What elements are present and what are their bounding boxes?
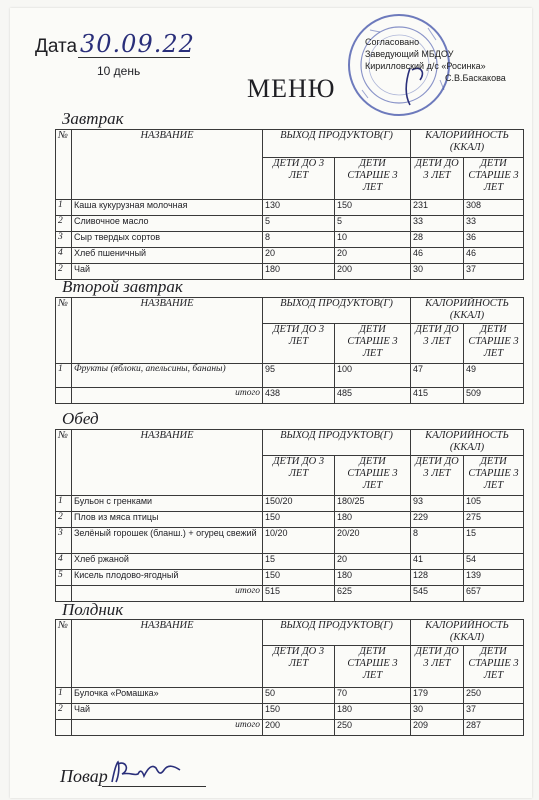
approval-line-4: С.В.Баскакова: [445, 73, 506, 83]
col-output-older: ДЕТИ СТАРШЕ 3 ЛЕТ: [335, 324, 411, 364]
row-num: 1: [56, 496, 72, 512]
dish-name: Сливочное масло: [72, 216, 263, 232]
output-older: 150: [335, 200, 411, 216]
total-cal-young: 209: [411, 720, 464, 736]
date-label: Дата: [35, 36, 78, 57]
lunch-table: [55, 429, 524, 602]
cal-young: 231: [411, 200, 464, 216]
output-older: 180/25: [335, 496, 411, 512]
cook-signature-line: [102, 786, 206, 787]
output-young: 150: [263, 512, 335, 528]
table-row: [56, 232, 524, 248]
output-older: 20/20: [335, 528, 411, 554]
col-num: №: [56, 430, 72, 496]
row-num: 5: [56, 570, 72, 586]
col-name: НАЗВАНИЕ: [72, 620, 263, 688]
approval-line-2: Заведующий МБДОУ: [365, 49, 454, 59]
col-cal-older: ДЕТИ СТАРШЕ 3 ЛЕТ: [464, 324, 524, 364]
cal-young: 179: [411, 688, 464, 704]
dish-name: Фрукты (яблоки, апельсины, бананы): [72, 364, 263, 388]
dish-name: Бульон с гренками: [72, 496, 263, 512]
total-output-older: 625: [335, 586, 411, 602]
table-row: [56, 554, 524, 570]
col-calories: КАЛОРИЙНОСТЬ (ККАЛ): [411, 130, 524, 158]
total-output-older: 250: [335, 720, 411, 736]
output-young: 20: [263, 248, 335, 264]
dish-name: Чай: [72, 264, 263, 280]
total-output-young: 515: [263, 586, 335, 602]
total-cal-older: 657: [464, 586, 524, 602]
cal-young: 46: [411, 248, 464, 264]
cal-young: 30: [411, 704, 464, 720]
row-num: 2: [56, 216, 72, 232]
cal-young: 229: [411, 512, 464, 528]
output-older: 20: [335, 248, 411, 264]
output-older: 5: [335, 216, 411, 232]
col-cal-young: ДЕТИ ДО 3 ЛЕТ: [411, 456, 464, 496]
output-older: 70: [335, 688, 411, 704]
table-row: [56, 248, 524, 264]
total-output-young: 200: [263, 720, 335, 736]
afternoon-snack-table: [55, 619, 524, 736]
cal-older: 275: [464, 512, 524, 528]
approval-block: [365, 36, 506, 84]
table-row: [56, 704, 524, 720]
col-name: НАЗВАНИЕ: [72, 130, 263, 200]
output-young: 150/20: [263, 496, 335, 512]
page-title: МЕНЮ: [247, 74, 336, 103]
table-row: [56, 570, 524, 586]
col-cal-young: ДЕТИ ДО 3 ЛЕТ: [411, 158, 464, 200]
row-num: 3: [56, 528, 72, 554]
output-young: 8: [263, 232, 335, 248]
cal-older: 250: [464, 688, 524, 704]
col-cal-older: ДЕТИ СТАРШЕ 3 ЛЕТ: [464, 456, 524, 496]
cal-young: 93: [411, 496, 464, 512]
output-older: 10: [335, 232, 411, 248]
output-young: 150: [263, 704, 335, 720]
col-output-older: ДЕТИ СТАРШЕ 3 ЛЕТ: [335, 158, 411, 200]
cal-young: 47: [411, 364, 464, 388]
cal-young: 41: [411, 554, 464, 570]
cal-young: 28: [411, 232, 464, 248]
total-row: [56, 586, 524, 602]
total-cal-older: 509: [464, 388, 524, 404]
cal-young: 128: [411, 570, 464, 586]
cal-young: 8: [411, 528, 464, 554]
row-num: 1: [56, 200, 72, 216]
col-cal-older: ДЕТИ СТАРШЕ 3 ЛЕТ: [464, 158, 524, 200]
col-output-older: ДЕТИ СТАРШЕ 3 ЛЕТ: [335, 456, 411, 496]
total-label: итого: [72, 388, 263, 404]
second-breakfast-table: [55, 297, 524, 404]
dish-name: Каша кукурузная молочная: [72, 200, 263, 216]
row-num: 2: [56, 264, 72, 280]
col-output: ВЫХОД ПРОДУКТОВ(Г): [263, 430, 411, 456]
col-output-young: ДЕТИ ДО 3 ЛЕТ: [263, 324, 335, 364]
table-row: [56, 496, 524, 512]
output-older: 20: [335, 554, 411, 570]
dish-name: Плов из мяса птицы: [72, 512, 263, 528]
approval-line-3: Кирилловский д/с «Росинка»: [365, 61, 486, 71]
col-calories: КАЛОРИЙНОСТЬ (ККАЛ): [411, 620, 524, 646]
col-num: №: [56, 130, 72, 200]
output-older: 100: [335, 364, 411, 388]
col-name: НАЗВАНИЕ: [72, 430, 263, 496]
section-title-breakfast: Завтрак: [62, 109, 124, 128]
col-calories: КАЛОРИЙНОСТЬ (ККАЛ): [411, 298, 524, 324]
output-older: 180: [335, 570, 411, 586]
row-num: 2: [56, 704, 72, 720]
cal-older: 36: [464, 232, 524, 248]
total-cal-older: 287: [464, 720, 524, 736]
cook-signature-icon: [108, 758, 188, 786]
output-young: 5: [263, 216, 335, 232]
output-young: 10/20: [263, 528, 335, 554]
row-num: 2: [56, 512, 72, 528]
approval-line-1: Согласовано: [365, 37, 420, 47]
output-older: 180: [335, 704, 411, 720]
cal-older: 308: [464, 200, 524, 216]
col-output: ВЫХОД ПРОДУКТОВ(Г): [263, 130, 411, 158]
cal-older: 37: [464, 704, 524, 720]
dish-name: Булочка «Ромашка»: [72, 688, 263, 704]
col-cal-young: ДЕТИ ДО 3 ЛЕТ: [411, 646, 464, 688]
output-young: 130: [263, 200, 335, 216]
table-row: [56, 200, 524, 216]
row-num: 1: [56, 364, 72, 388]
cal-young: 30: [411, 264, 464, 280]
total-label: итого: [72, 586, 263, 602]
row-num: 4: [56, 248, 72, 264]
dish-name: Хлеб ржаной: [72, 554, 263, 570]
output-young: 15: [263, 554, 335, 570]
table-row: [56, 364, 524, 388]
col-cal-young: ДЕТИ ДО 3 ЛЕТ: [411, 324, 464, 364]
dish-name: Хлеб пшеничный: [72, 248, 263, 264]
row-num: 1: [56, 688, 72, 704]
day-label: 10 день: [97, 64, 141, 78]
col-output-young: ДЕТИ ДО 3 ЛЕТ: [263, 646, 335, 688]
table-row: [56, 216, 524, 232]
section-title-afternoon-snack: Полдник: [62, 600, 124, 619]
row-num: 4: [56, 554, 72, 570]
output-older: 180: [335, 512, 411, 528]
total-output-older: 485: [335, 388, 411, 404]
output-young: 50: [263, 688, 335, 704]
col-calories: КАЛОРИЙНОСТЬ (ККАЛ): [411, 430, 524, 456]
col-output-young: ДЕТИ ДО 3 ЛЕТ: [263, 456, 335, 496]
total-label: итого: [72, 720, 263, 736]
col-num: №: [56, 298, 72, 364]
col-name: НАЗВАНИЕ: [72, 298, 263, 364]
cal-older: 37: [464, 264, 524, 280]
col-cal-older: ДЕТИ СТАРШЕ 3 ЛЕТ: [464, 646, 524, 688]
section-title-lunch: Обед: [62, 409, 99, 428]
dish-name: Сыр твердых сортов: [72, 232, 263, 248]
cal-older: 15: [464, 528, 524, 554]
col-output: ВЫХОД ПРОДУКТОВ(Г): [263, 298, 411, 324]
output-young: 150: [263, 570, 335, 586]
cal-older: 49: [464, 364, 524, 388]
col-output: ВЫХОД ПРОДУКТОВ(Г): [263, 620, 411, 646]
table-row: [56, 688, 524, 704]
row-num: 3: [56, 232, 72, 248]
cook-label: Повар: [60, 766, 108, 786]
section-title-second-breakfast: Второй завтрак: [62, 277, 183, 296]
output-young: 95: [263, 364, 335, 388]
table-row: [56, 528, 524, 554]
cal-older: 139: [464, 570, 524, 586]
total-cal-young: 415: [411, 388, 464, 404]
dish-name: Кисель плодово-ягодный: [72, 570, 263, 586]
total-row: [56, 720, 524, 736]
col-num: №: [56, 620, 72, 688]
dish-name: Зелёный горошек (бланш.) + огурец свежий: [72, 528, 263, 554]
col-output-young: ДЕТИ ДО 3 ЛЕТ: [263, 158, 335, 200]
date-value: 30.09.22: [80, 30, 195, 58]
total-row: [56, 388, 524, 404]
cal-older: 46: [464, 248, 524, 264]
breakfast-table: [55, 129, 524, 280]
col-output-older: ДЕТИ СТАРШЕ 3 ЛЕТ: [335, 646, 411, 688]
table-row: [56, 512, 524, 528]
dish-name: Чай: [72, 704, 263, 720]
total-cal-young: 545: [411, 586, 464, 602]
output-young: 180: [263, 264, 335, 280]
cal-older: 33: [464, 216, 524, 232]
total-output-young: 438: [263, 388, 335, 404]
output-older: 200: [335, 264, 411, 280]
cal-young: 33: [411, 216, 464, 232]
cal-older: 54: [464, 554, 524, 570]
cal-older: 105: [464, 496, 524, 512]
